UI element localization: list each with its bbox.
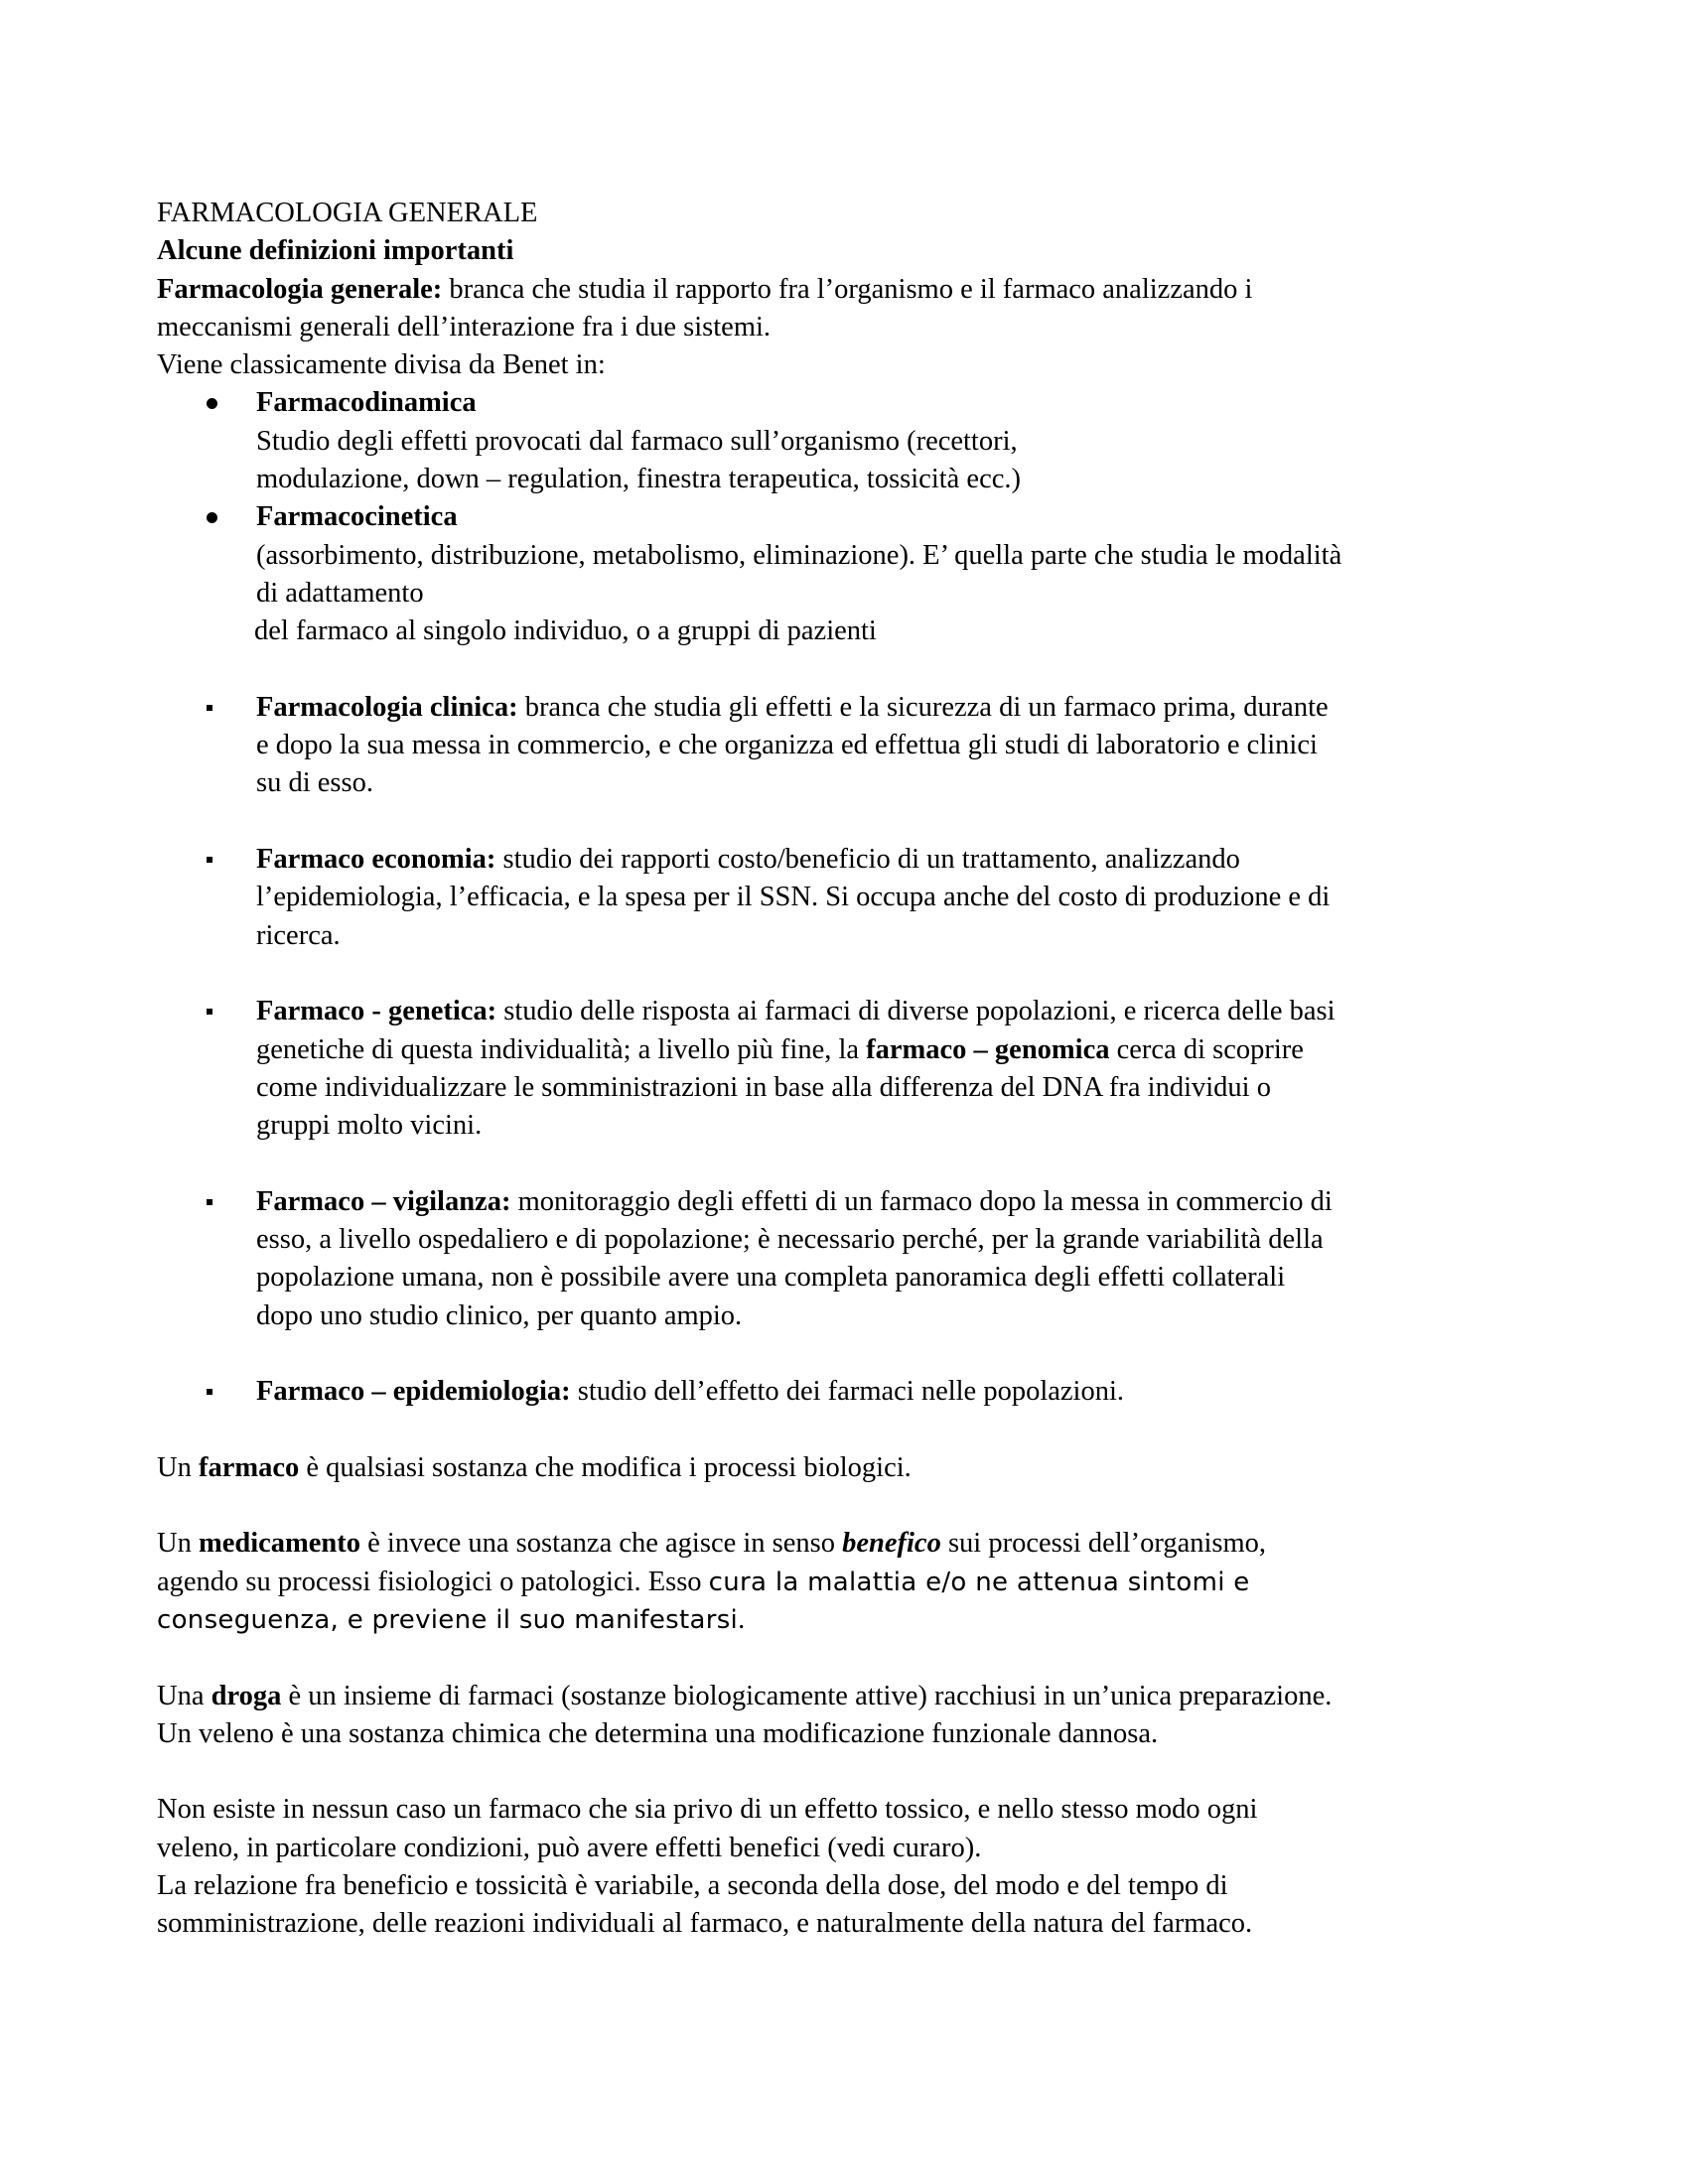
section-heading: Alcune definizioni importanti [157,235,514,267]
bullet-icon [207,1389,212,1395]
list-item-farmaco-epidemiologia: Farmaco – epidemiologia: studio dell’effetto dei farmaci nelle popolazioni. [157,1373,1531,1411]
list-item-farmaco-genetica: Farmaco - genetica: studio delle risposta ai farmaci di diverse popolazioni, e ricerca delle basi genetiche di questa individualità; a livello più fine, la farmaco – genomica cerca di scoprire come individualizzare le somministrazioni in base alla differenza del DNA fra individui o gruppi molto vicini. [157,993,1531,1145]
intro-line-2: meccanismi generali dell’interazione fra i due sistemi. [157,311,772,342]
bullet-icon [207,1009,212,1015]
paragraph-medicamento: Un medicamento è invece una sostanza che agisce in senso benefico sui processi dell’organismo, agendo su processi fisiologici o patologici. Esso cura la malattia e/o ne attenua sintomi e conseguenza, e previene il suo manifestarsi. [157,1528,1267,1635]
document-title: FARMACOLOGIA GENERALE [157,198,538,228]
list-item-farmaco-economia: Farmaco economia: studio dei rapporti costo/beneficio di un trattamento, analizzando l’epidemiologia, l’efficacia, e la spesa per il SSN. Si occupa anche del costo di produzione e di ricerca. [157,841,1531,955]
paragraph-droga: Una droga è un insieme di farmaci (sostanze biologicamente attive) racchiusi in un’unica preparazione. Un veleno è una sostanza chimica che determina una modificazione funzionale dannosa. [157,1680,1333,1749]
paragraph-farmaco: Un farmaco è qualsiasi sostanza che modifica i processi biologici. [157,1451,912,1483]
list-item-farmacocinetica: Farmacocinetica (assorbimento, distribuzione, metabolismo, eliminazione). E’ quella parte che studia le modalità di adattamento del farmaco al singolo individuo, o a gruppi di pazienti [157,498,1531,650]
list-item-farmacologia-clinica: Farmacologia clinica: branca che studia gli effetti e la sicurezza di un farmaco prima, durante e dopo la sua messa in commercio, e che organizza ed effettua gli studi di laboratorio e clinici su di esso. [157,689,1531,803]
list-item-farmaco-vigilanza: Farmaco – vigilanza: monitoraggio degli effetti di un farmaco dopo la messa in commercio di esso, a livello ospedaliero e di popolazione; è necessario perché, per la grande variabilità della popolazione umana, non è possibile avere una completa panoramica degli effetti collaterali dopo uno studio clinico, per quanto ampio. [157,1183,1531,1335]
bullet-icon [207,398,217,409]
bullet-icon [207,512,217,523]
bullet-icon [207,1199,212,1205]
intro-term: Farmacologia generale: [157,273,443,305]
list-item-farmacodinamica: Farmacodinamica Studio degli effetti provocati dal farmaco sull’organismo (recettori, modulazione, down – regulation, finestra terapeutica, tossicità ecc.) [157,384,1531,498]
bullet-icon [207,857,212,863]
bullet-icon [207,705,212,711]
paragraph-closing: Non esiste in nessun caso un farmaco che sia privo di un effetto tossico, e nello stesso modo ogni veleno, in particolare condizioni, può avere effetti benefici (vedi curaro). La relazione fra beneficio e tossicità è variabile, a seconda della dose, del modo e del tempo di somministrazione, delle reazioni individuali al farmaco, e naturalmente della natura del farmaco. [157,1794,1258,1940]
document-page [157,195,1531,1944]
intro-line-1: Farmacologia generale: branca che studia il rapporto fra l’organismo e il farmaco analizzando i [157,273,1253,305]
intro-line-3: Viene classicamente divisa da Benet in: [157,349,606,381]
